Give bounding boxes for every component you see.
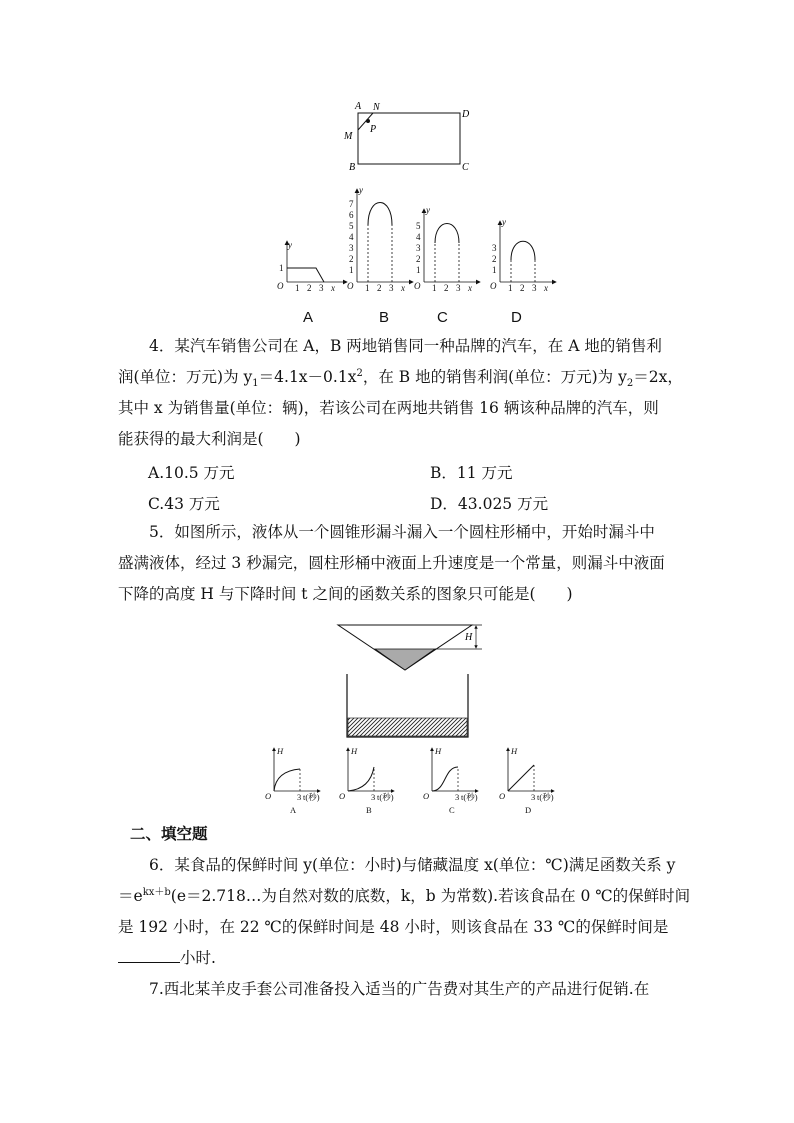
q5-graph-d-curve — [508, 765, 534, 791]
graph-a-xtick: 1 — [295, 283, 300, 293]
graph-d-curve — [511, 241, 535, 260]
q6-answer-blank[interactable] — [118, 946, 180, 963]
q5-caption-a: A — [290, 805, 297, 815]
graph-a-origin: O — [277, 281, 284, 291]
q6-text: (e＝2.718…为自然对数的底数，k，b 为常数).若该食品在 0 ℃的保鲜时间 — [170, 887, 691, 905]
q4-sub: 1 — [252, 378, 259, 390]
graph-c-ytick: 5 — [416, 221, 421, 231]
graph-d — [490, 217, 556, 293]
graph-a-ytick: 1 — [279, 263, 284, 273]
graph-d-y-label: y — [502, 217, 506, 227]
q6-line-2 — [118, 881, 691, 912]
q4-text: 润(单位：万元)为 y — [118, 368, 253, 386]
q5-graph-d-x-label: t(秒) — [537, 792, 554, 802]
graph-d-xtick: 1 — [508, 283, 513, 293]
q5-graph-c-curve — [432, 767, 458, 791]
q6-text: 小时. — [180, 949, 216, 967]
graph-c-y-label: y — [426, 205, 430, 215]
q6-line-1: 6．某食品的保鲜时间 y(单位：小时)与储藏温度 x(单位：℃)满足函数关系 y — [149, 856, 676, 874]
q5-graph-a — [265, 746, 320, 802]
q4-sup: 2 — [356, 367, 363, 379]
graph-d-xtick: 3 — [532, 283, 537, 293]
q5-graph-a-tick: 3 — [297, 792, 302, 802]
graph-c-origin: O — [414, 281, 421, 291]
graph-b-xtick: 2 — [377, 283, 382, 293]
q3-graphs — [270, 185, 570, 295]
q6-text: ＝e — [118, 887, 143, 905]
q3-caption-b: B — [379, 309, 390, 326]
graph-d-origin: O — [490, 281, 497, 291]
q4-sub: 2 — [626, 378, 634, 390]
q5-graph-a-curve — [274, 769, 300, 791]
q4-text: ＝2x， — [633, 368, 683, 386]
q5-graph-a-y-label: H — [277, 746, 284, 756]
q4-option-b[interactable]: B．11 万元 — [430, 464, 513, 482]
question-7 — [118, 974, 678, 1005]
label-d: D — [462, 109, 470, 120]
q5-graph-a-x-label: t(秒) — [303, 792, 320, 802]
label-b: B — [349, 162, 356, 173]
point-p — [366, 119, 370, 123]
question-4 — [118, 331, 683, 455]
q5-graph-c — [423, 746, 478, 802]
graph-a-y-label: y — [288, 240, 292, 250]
q5-line-1: 5．如图所示，液体从一个圆锥形漏斗漏入一个圆柱形桶中，开始时漏斗中 — [149, 523, 655, 541]
q6-line-4 — [118, 943, 678, 974]
label-p: P — [370, 124, 377, 135]
q3-caption-a: A — [303, 309, 314, 326]
q5-graph-d-y-label: H — [511, 746, 518, 756]
q5-caption-d: D — [525, 805, 532, 815]
q5-caption-b: B — [366, 805, 372, 815]
funnel-cylinder-figure — [330, 618, 490, 743]
q5-graph-b-curve — [348, 767, 374, 791]
graph-b-ytick: 1 — [349, 265, 354, 275]
label-m: M — [344, 131, 353, 142]
graph-c-xtick: 1 — [432, 283, 437, 293]
graph-c-ytick: 4 — [416, 232, 421, 242]
rectangle-abcd — [358, 113, 460, 164]
section-heading: 二、填空题 — [130, 825, 208, 843]
q5-graph-d-tick: 3 — [531, 792, 536, 802]
graph-c-ytick: 3 — [416, 243, 421, 253]
q5-graph-b — [339, 746, 394, 802]
graph-b-y-label: y — [359, 185, 363, 195]
q4-option-d[interactable]: D．43.025 万元 — [430, 495, 549, 513]
graph-d-xtick: 2 — [520, 283, 525, 293]
q5-graph-c-x-label: t(秒) — [461, 792, 478, 802]
graph-b-curve — [368, 203, 392, 226]
question-6 — [118, 850, 691, 974]
q5-line-2: 盛满液体，经过 3 秒漏完，圆柱形桶中液面上升速度是一个常量，则漏斗中液面 — [118, 554, 665, 572]
q5-graph-b-origin: O — [339, 791, 346, 801]
q7-line-1: 7.西北某羊皮手套公司准备投入适当的广告费对其生产的产品进行促销.在 — [149, 980, 650, 998]
graph-c-xtick: 2 — [444, 283, 449, 293]
q4-text: ＝4.1x－0.1x — [258, 368, 357, 386]
graph-b-ytick: 3 — [349, 243, 354, 253]
q4-line-1: 4．某汽车销售公司在 A，B 两地销售同一种品牌的汽车，在 A 地的销售利 — [149, 337, 662, 355]
q6-line-3: 是 192 小时，在 22 ℃的保鲜时间是 48 小时，则该食品在 33 ℃的保鲜时间是 — [118, 918, 669, 936]
funnel-h-label: H — [465, 632, 473, 643]
label-a: A — [355, 101, 362, 112]
graph-b-x-label: x — [401, 283, 405, 293]
q5-graph-d-origin: O — [499, 791, 506, 801]
q4-option-a[interactable]: A.10.5 万元 — [148, 464, 235, 482]
graph-b-ytick: 7 — [349, 199, 354, 209]
q5-graph-c-tick: 3 — [455, 792, 460, 802]
graph-a-xtick: 2 — [307, 283, 312, 293]
q5-graph-b-tick: 3 — [371, 792, 376, 802]
q3-caption-c: C — [437, 309, 448, 326]
q5-graphs — [262, 745, 562, 820]
rectangle-figure — [335, 95, 485, 175]
graph-a-curve — [287, 268, 324, 282]
graph-d-x-label: x — [544, 283, 548, 293]
q4-text: ，在 B 地的销售利润(单位：万元)为 y — [362, 368, 627, 386]
graph-b-ytick: 6 — [349, 210, 354, 220]
graph-b-origin: O — [347, 281, 354, 291]
q5-graph-c-origin: O — [423, 791, 430, 801]
q5-graph-b-y-label: H — [351, 746, 358, 756]
graph-a-xtick: 3 — [319, 283, 324, 293]
graph-d-ytick: 3 — [492, 243, 497, 253]
q5-line-3: 下降的高度 H 与下降时间 t 之间的函数关系的图象只可能是( ) — [118, 585, 573, 603]
question-5 — [118, 517, 678, 610]
q5-graph-b-x-label: t(秒) — [377, 792, 394, 802]
q4-line-4: 能获得的最大利润是( ) — [118, 430, 301, 448]
graph-b-ytick: 2 — [349, 254, 354, 264]
graph-d-ytick: 1 — [492, 265, 497, 275]
cylinder-liquid — [348, 718, 467, 736]
q4-line-2 — [118, 362, 683, 393]
graph-b-ytick: 4 — [349, 232, 354, 242]
funnel-liquid — [375, 649, 435, 670]
graph-d-ytick: 2 — [492, 254, 497, 264]
q5-graph-a-origin: O — [265, 791, 272, 801]
label-c: C — [462, 162, 469, 173]
graph-c-curve — [435, 224, 459, 244]
graph-c-ytick: 2 — [416, 254, 421, 264]
q5-caption-c: C — [449, 805, 455, 815]
graph-c — [414, 205, 480, 293]
graph-a — [277, 240, 347, 293]
graph-c-ytick: 1 — [416, 265, 421, 275]
q5-graph-c-y-label: H — [435, 746, 442, 756]
graph-c-x-label: x — [468, 283, 472, 293]
graph-b — [347, 185, 413, 293]
q5-graph-d — [499, 746, 554, 802]
graph-b-xtick: 3 — [389, 283, 394, 293]
q6-sup: kx＋b — [142, 886, 171, 898]
q3-caption-d: D — [511, 309, 522, 326]
graph-b-ytick: 5 — [349, 221, 354, 231]
q4-option-c[interactable]: C.43 万元 — [148, 495, 220, 513]
label-n: N — [373, 102, 380, 113]
graph-a-x-label: x — [331, 283, 335, 293]
q4-line-3: 其中 x 为销售量(单位：辆)，若该公司在两地共销售 16 辆该种品牌的汽车，则 — [118, 399, 659, 417]
graph-b-xtick: 1 — [365, 283, 370, 293]
graph-c-xtick: 3 — [456, 283, 461, 293]
